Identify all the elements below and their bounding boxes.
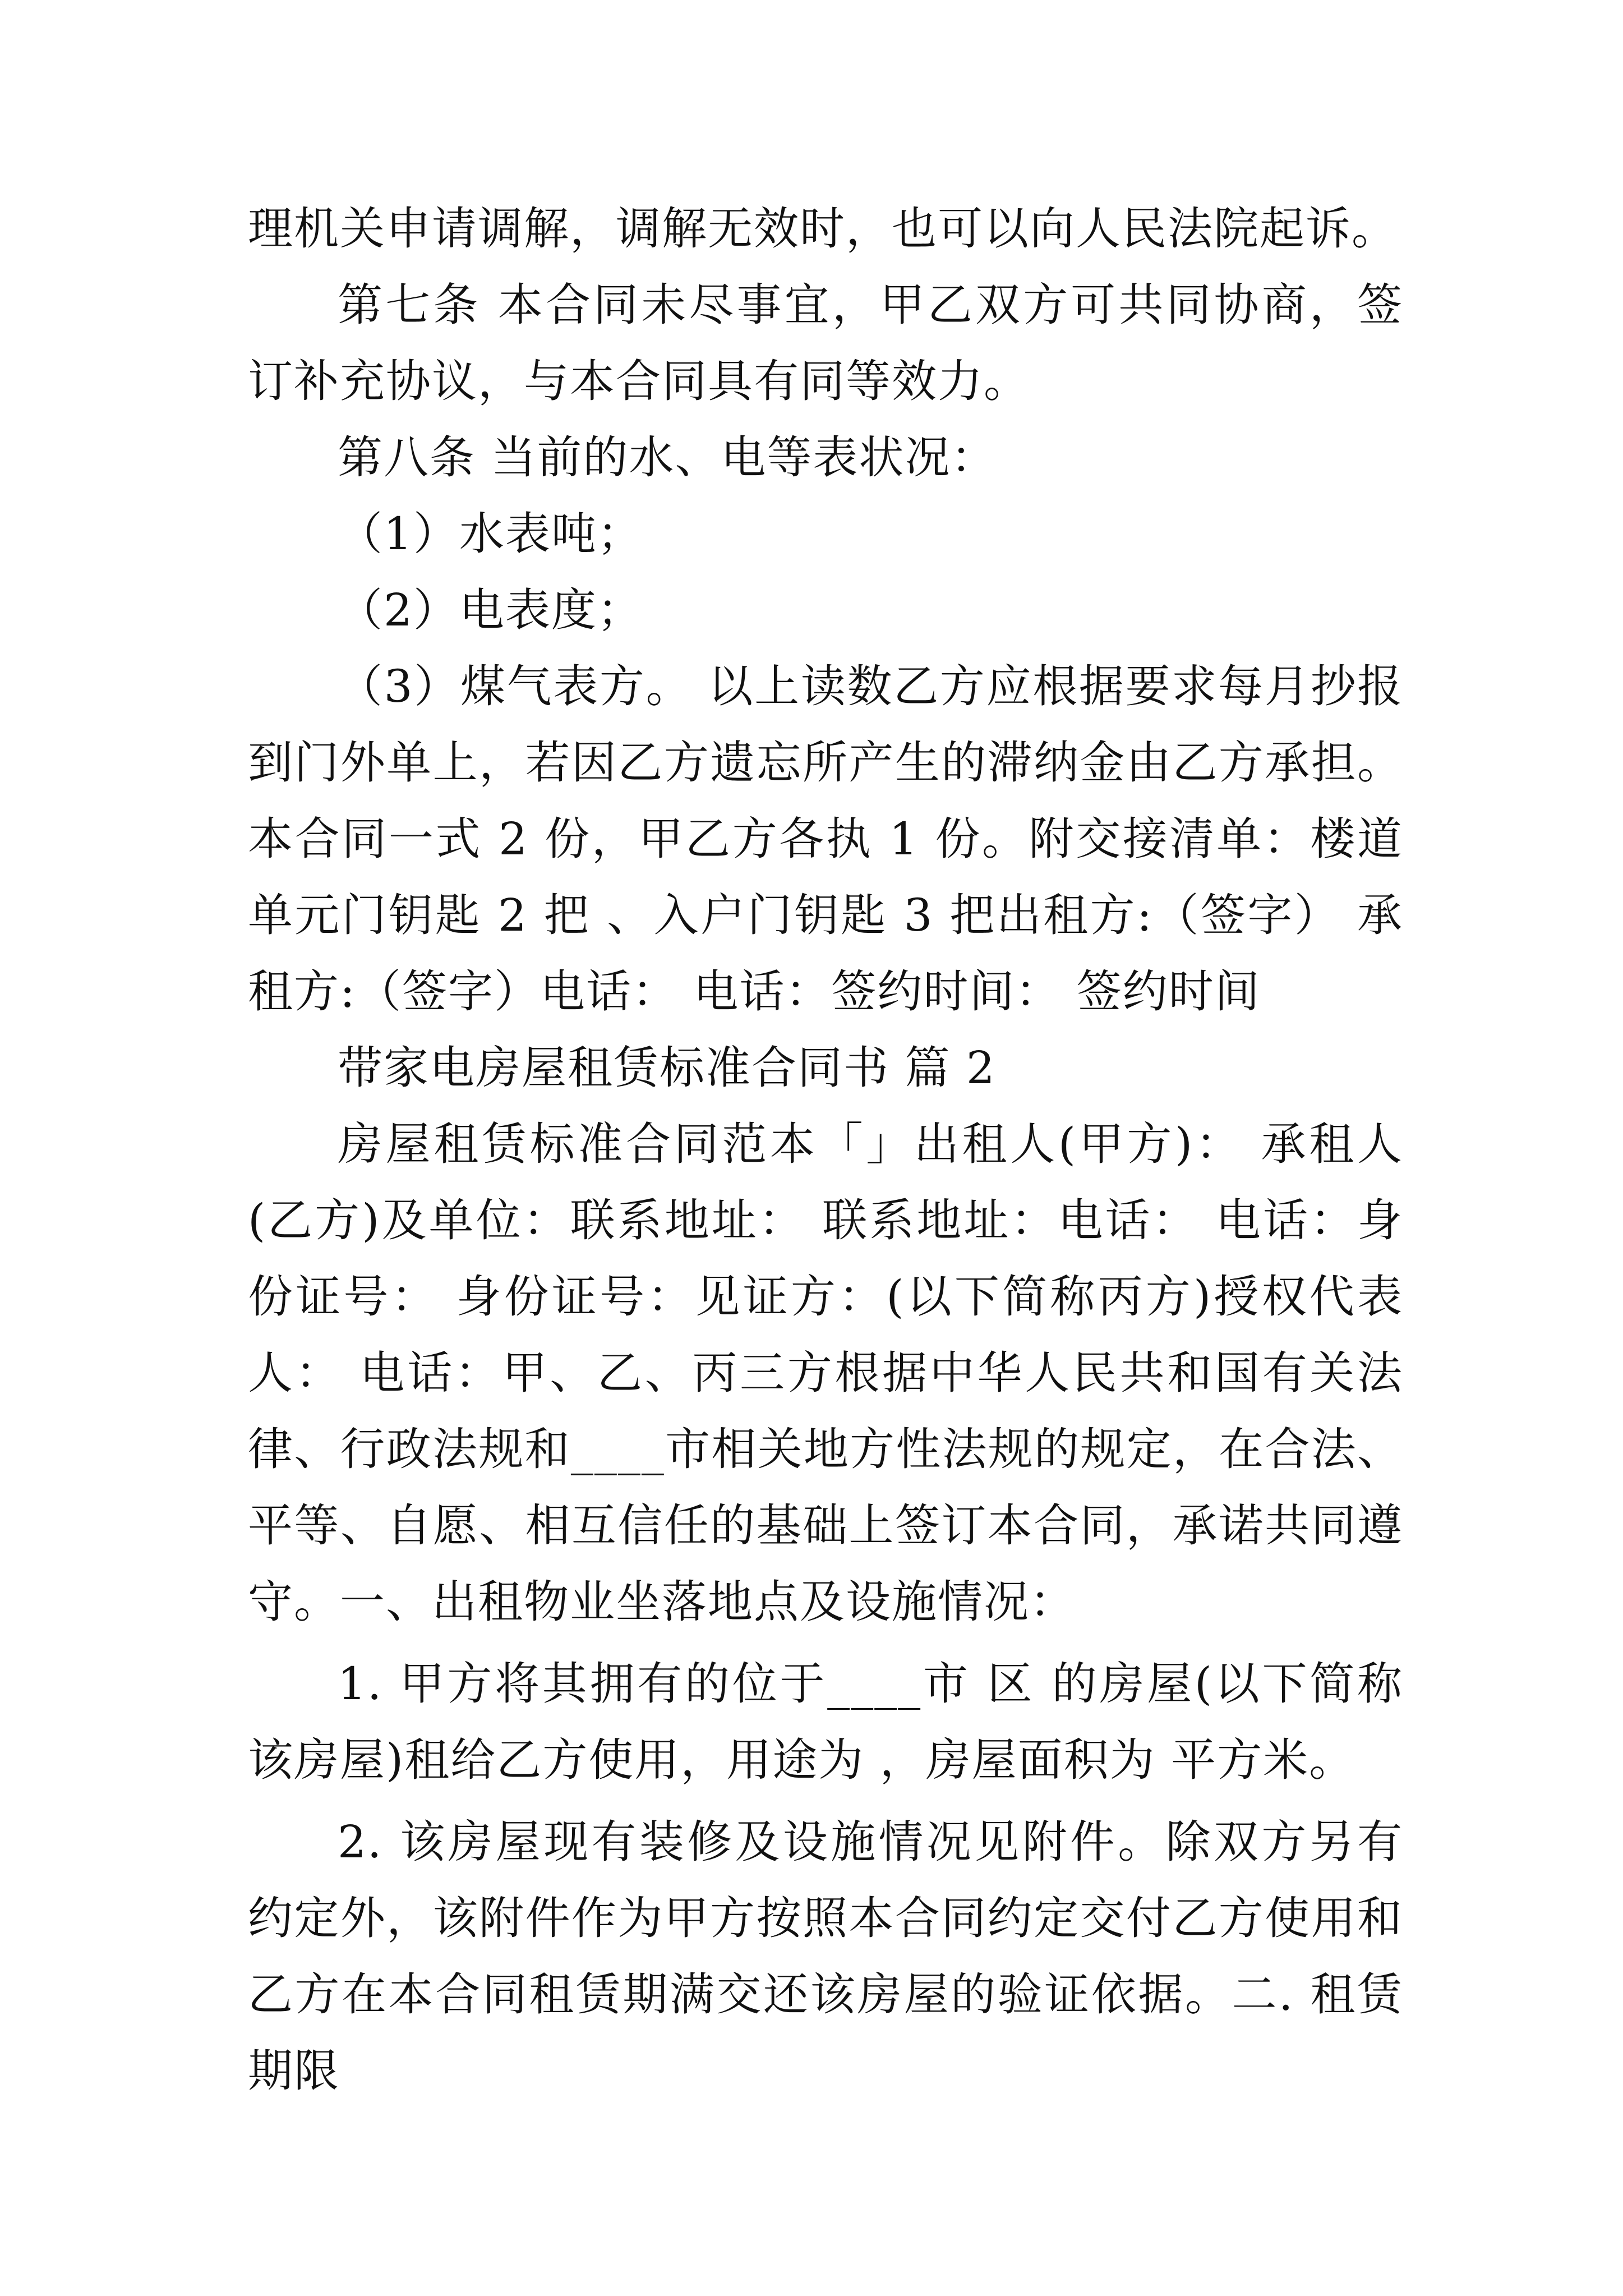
paragraph-clause-1: 1. 甲方将其拥有的位于____市 区 的房屋(以下简称该房屋)租给乙方使用，用途为 ，房屋面积为 平方米。 bbox=[248, 1658, 1403, 1786]
paragraph-contract-parties: 房屋租赁标准合同范本「」出租人(甲方)： 承租人(乙方)及单位：联系地址： 联系地址：电话： 电话：身份证号： 身份证号：见证方：(以下简称丙方)授权代表人： 电话：甲、乙、丙三方根据中华人民共和国有关法律、行政法规和____市相关地方性法规的规定，在合法、平等、自愿、相互信任的基础上签订本合同，承诺共同遵守。一、出租物业坐落地点及设施情况： bbox=[248, 1118, 1403, 1628]
document-body bbox=[248, 191, 1403, 2109]
section-heading-part-2: 带家电房屋租赁标准合同书 篇 2 bbox=[338, 1042, 996, 1094]
paragraph-clause-2: 2. 该房屋现有装修及设施情况见附件。除双方另有约定外，该附件作为甲方按照本合同约定交付乙方使用和乙方在本合同租赁期满交还该房屋的验证依据。二. 租赁期限 bbox=[248, 1816, 1403, 2097]
paragraph-article-7: 第七条 本合同未尽事宜，甲乙双方可共同协商，签订补充协议，与本合同具有同等效力。 bbox=[248, 279, 1403, 407]
paragraph-article-8: 第八条 当前的水、电等表状况： bbox=[338, 431, 997, 484]
meter-item-water: （1）水表吨； bbox=[338, 508, 643, 560]
meter-item-gas: （3）煤气表方。 以上读数乙方应根据要求每月抄报到门外单上，若因乙方遗忘所产生的滞纳金由乙方承担。本合同一式 2 份，甲乙方各执 1 份。附交接清单：楼道单元门钥匙 2 把 、入户门钥匙 3 把出租方:（签字） 承租方:（签字）电话： 电话：签约时间： 签约时间 bbox=[248, 660, 1403, 1018]
paragraph-dispute-continuation: 理机关申请调解，调解无效时，也可以向人民法院起诉。 bbox=[248, 203, 1398, 255]
meter-item-electric: （2）电表度； bbox=[338, 584, 643, 636]
